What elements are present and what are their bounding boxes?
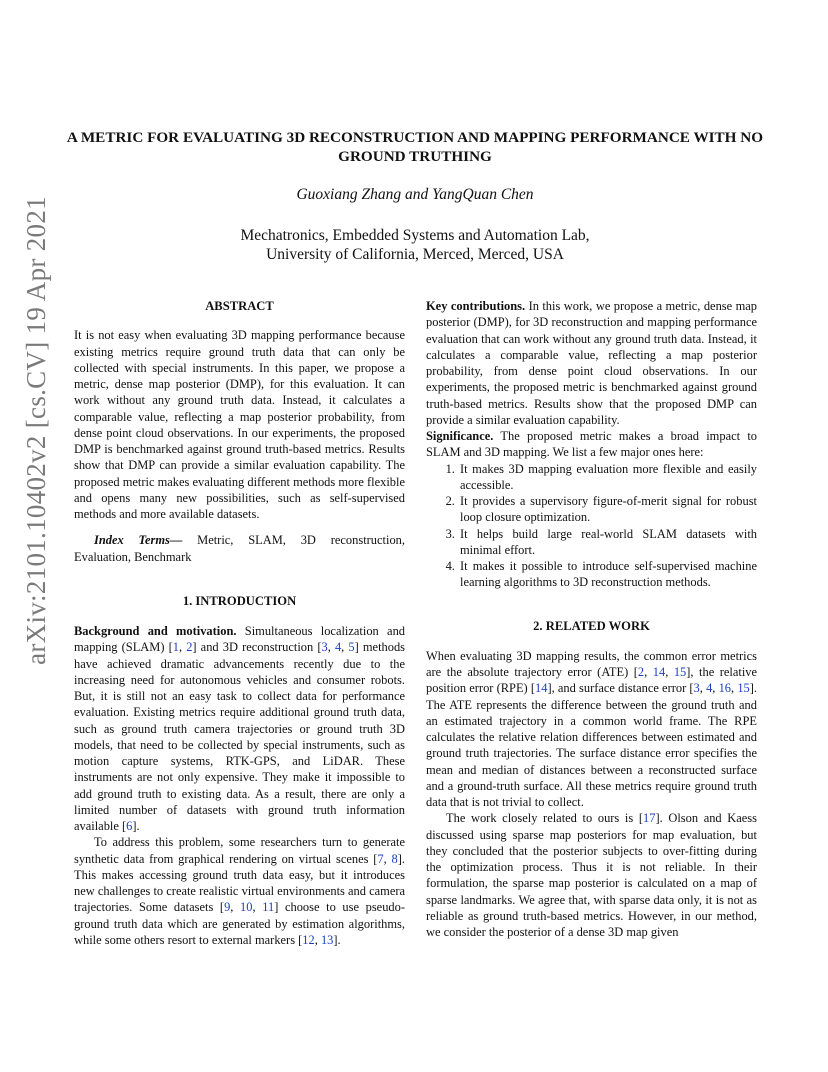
paper-title: A METRIC FOR EVALUATING 3D RECONSTRUCTION AND MAPPING PERFORMANCE WITH NO GROUND TRUTHING bbox=[66, 129, 764, 165]
citation-12[interactable]: 12 bbox=[302, 932, 315, 947]
index-terms-label: Index Terms— bbox=[94, 533, 183, 548]
significance-lead: Significance. bbox=[426, 429, 494, 443]
key-contributions bbox=[426, 298, 757, 428]
related-p1-text-c: ], and surface distance error [ bbox=[547, 681, 694, 696]
related-p2-text-b: ]. Olson and Kaess discussed using sparse map posteriors for map evaluation, but they concluded that the posterior subjects to over-fitting during the optimization process. Thus it is not reliable. In their formulation, the sparse map posterior is calculated on a map of sparse landmarks. We agree that, with sparse data only, it is not as reliable as ground truth-based metrics. However, in our method, we consider the posterior of a dense 3D map given bbox=[426, 811, 757, 939]
related-work-heading: 2. RELATED WORK bbox=[533, 618, 650, 633]
intro-p1-text-d: ]. bbox=[132, 819, 140, 833]
significance-text: The proposed metric makes a broad impact to SLAM and 3D mapping. We list a few major ones here: bbox=[426, 429, 757, 460]
citation-2[interactable]: 2 bbox=[186, 640, 193, 655]
affiliation-line-1: Mechatronics, Embedded Systems and Automation Lab, bbox=[240, 227, 590, 244]
citation-3[interactable]: 3 bbox=[693, 681, 700, 696]
affiliation bbox=[60, 226, 770, 264]
intro-p2-text-b: ]. This makes accessing ground truth data easy, but it introduces new challenges to create realistic virtual environments and camera trajectories. Some datasets [ bbox=[74, 851, 406, 915]
right-column bbox=[426, 298, 757, 940]
citation-2[interactable]: 2 bbox=[637, 665, 645, 679]
left-column bbox=[74, 298, 405, 948]
citation-4[interactable]: 4 bbox=[706, 681, 713, 696]
intro-heading: 1. INTRODUCTION bbox=[182, 593, 297, 608]
citation-5[interactable]: 5 bbox=[348, 640, 355, 655]
significance-list bbox=[426, 461, 757, 591]
arxiv-stamp bbox=[6, 130, 66, 730]
significance bbox=[426, 428, 757, 461]
citation-9[interactable]: 9 bbox=[224, 900, 231, 915]
citation-15[interactable]: 15 bbox=[737, 681, 750, 696]
related-p1-text-d: ]. The ATE represents the difference between the ground truth and an estimated trajectory in a common world frame. The RPE calculates the relative relation differences between estimated and ground truth trajectories. The surface distance error specifies the mean and median of distances between a reconstructed surface and a ground-truth surface. All these metrics require ground truth data that is not trivial to collect. bbox=[426, 681, 758, 809]
citation-3[interactable]: 3 bbox=[321, 640, 328, 655]
intro-paragraph-1: Background and motivation. Simultaneous localization and mapping (SLAM) [1, 2] and 3D reconstruction [3, 4, 5] methods have achieved dramatic advancements recently due to the increasing need for autonomous vehicles and consumer robots. But, it is still not an easy task to collect data for performance evaluation. Existing metrics require additional ground truth data, such as ground truth camera trajectories or ground truth 3D models, that need to be collected by special instruments, such as motion capture systems, RTK-GPS, and LiDAR. These instruments are not only expensive. They make it impossible to add ground truth to existing data. As a result, there are only a limited number of datasets with ground truth information available [6]. bbox=[74, 624, 406, 833]
citation-16[interactable]: 16 bbox=[718, 681, 732, 696]
intro-p1-text-b: ] and 3D reconstruction [ bbox=[192, 640, 322, 655]
citation-8[interactable]: 8 bbox=[391, 851, 398, 866]
citation-15[interactable]: 15 bbox=[673, 665, 687, 679]
index-terms-text: Metric, SLAM, 3D reconstruction, Evaluation, Benchmark bbox=[74, 533, 405, 564]
citation-7[interactable]: 7 bbox=[377, 851, 384, 866]
list-item: 4. It makes it possible to introduce self-supervised machine learning algorithms to 3D reconstruction methods. bbox=[458, 558, 757, 591]
key-contributions-lead: Key contributions. bbox=[426, 299, 526, 313]
abstract-text: It is not easy when evaluating 3D mapping performance because existing metrics require ground truth data that can only be collected with special instruments. In this paper, we propose a metric, dense map posterior (DMP), for this evaluation. It can work without any ground truth data. Instead, it calculates a comparable value, reflecting a map posterior probability, from dense point cloud observations. In our experiments, the proposed DMP is benchmarked against ground truth-based metrics. Results show that DMP can provide a similar evaluation capability. The proposed metric makes evaluating different methods more flexible and opens many new possibilities, such as self-supervised methods and more available datasets. bbox=[74, 328, 405, 521]
affiliation-line-2: University of California, Merced, Merced, USA bbox=[266, 246, 564, 263]
list-item: 3. It helps build large real-world SLAM datasets with minimal effort. bbox=[458, 526, 757, 559]
key-contributions-text: In this work, we propose a metric, dense map posterior (DMP), for 3D reconstruction and mapping performance evaluation that can work without any ground truth data. Instead, it calculates a comparable value, reflecting a map posterior probability, from dense point cloud observations. In our experiments, the proposed metric is benchmarked against ground truth-based metrics. Results show that the proposed DMP can provide a similar evaluation capability. bbox=[426, 299, 757, 427]
list-item: 1. It makes 3D mapping evaluation more flexible and easily accessible. bbox=[458, 461, 757, 494]
citation-14[interactable]: 14 bbox=[652, 665, 666, 679]
related-p1-text-a: When evaluating 3D mapping results, the common error metrics are the absolute trajectory error (ATE) [ bbox=[426, 648, 757, 679]
list-item: 2. It provides a supervisory figure-of-merit signal for robust loop closure optimization. bbox=[458, 493, 757, 526]
background-lead: Background and motivation. bbox=[74, 624, 237, 638]
intro-p1-text-a: Simultaneous localization and mapping (SLAM) [ bbox=[74, 624, 406, 655]
related-paragraph-2 bbox=[426, 810, 757, 940]
intro-p2-text-a: To address this problem, some researchers turn to generate synthetic data from graphical rendering on virtual scenes [ bbox=[74, 835, 405, 866]
citation-10[interactable]: 10 bbox=[240, 900, 253, 915]
related-p2-text-a: The work closely related to ours is [ bbox=[446, 811, 643, 826]
authors: Guoxiang Zhang and YangQuan Chen bbox=[296, 186, 534, 203]
citation-17[interactable]: 17 bbox=[643, 811, 656, 826]
abstract-heading: ABSTRACT bbox=[205, 299, 274, 313]
arxiv-stamp-text: arXiv:2101.10402v2 [cs.CV] 19 Apr 2021 bbox=[20, 195, 51, 665]
citation-4[interactable]: 4 bbox=[334, 640, 342, 655]
intro-p1-text-c: ] methods have achieved dramatic advancements recently due to the increasing need for autonomous vehicles and consumer robots. But, it is still not an easy task to collect data for performance evaluation. Existing metrics require additional ground truth data, such as ground truth camera trajectories or ground truth 3D models, that need to be collected by special instruments, such as motion capture systems, RTK-GPS, and LiDAR. These instruments are not only expensive. They make it impossible to add ground truth to existing data. As a result, there are only a limited number of datasets with ground truth information available [ bbox=[74, 640, 406, 833]
citation-11[interactable]: 11 bbox=[262, 900, 275, 915]
related-paragraph-1: When evaluating 3D mapping results, the common error metrics are the absolute trajectory error (ATE) [2, 14, 15], the relative position error (RPE) [14], and surface distance error [3, 4, 16, 15]. The ATE represents the difference between the ground truth and an estimated trajectory in a common world frame. The RPE calculates the relative relation differences between estimated and ground truth trajectories. The surface distance error specifies the mean and median of distances between a reconstructed surface and a ground-truth surface. All these metrics require ground truth data that is not trivial to collect. bbox=[426, 648, 758, 809]
citation-6[interactable]: 6 bbox=[126, 819, 133, 833]
intro-paragraph-2: To address this problem, some researchers turn to generate synthetic data from graphical rendering on virtual scenes [7, 8]. This makes accessing ground truth data easy, but it introduces new challenges to create realistic virtual environments and camera trajectories. Some datasets [9, 10, 11] choose to use pseudo-ground truth data which are generated by estimation algorithms, while some others resort to external markers [12, 13]. bbox=[74, 835, 406, 947]
citation-13[interactable]: 13 bbox=[320, 932, 334, 947]
related-p1-text-b: ], the relative position error (RPE) [ bbox=[426, 665, 758, 696]
citation-14[interactable]: 14 bbox=[535, 681, 548, 696]
citation-1[interactable]: 1 bbox=[172, 640, 179, 655]
intro-p2-text-d: ]. bbox=[333, 932, 341, 947]
intro-p2-text-c: ] choose to use pseudo-ground truth data which are generated by estimation algorithms, while some others resort to external markers [ bbox=[74, 900, 405, 947]
index-terms bbox=[74, 532, 405, 565]
